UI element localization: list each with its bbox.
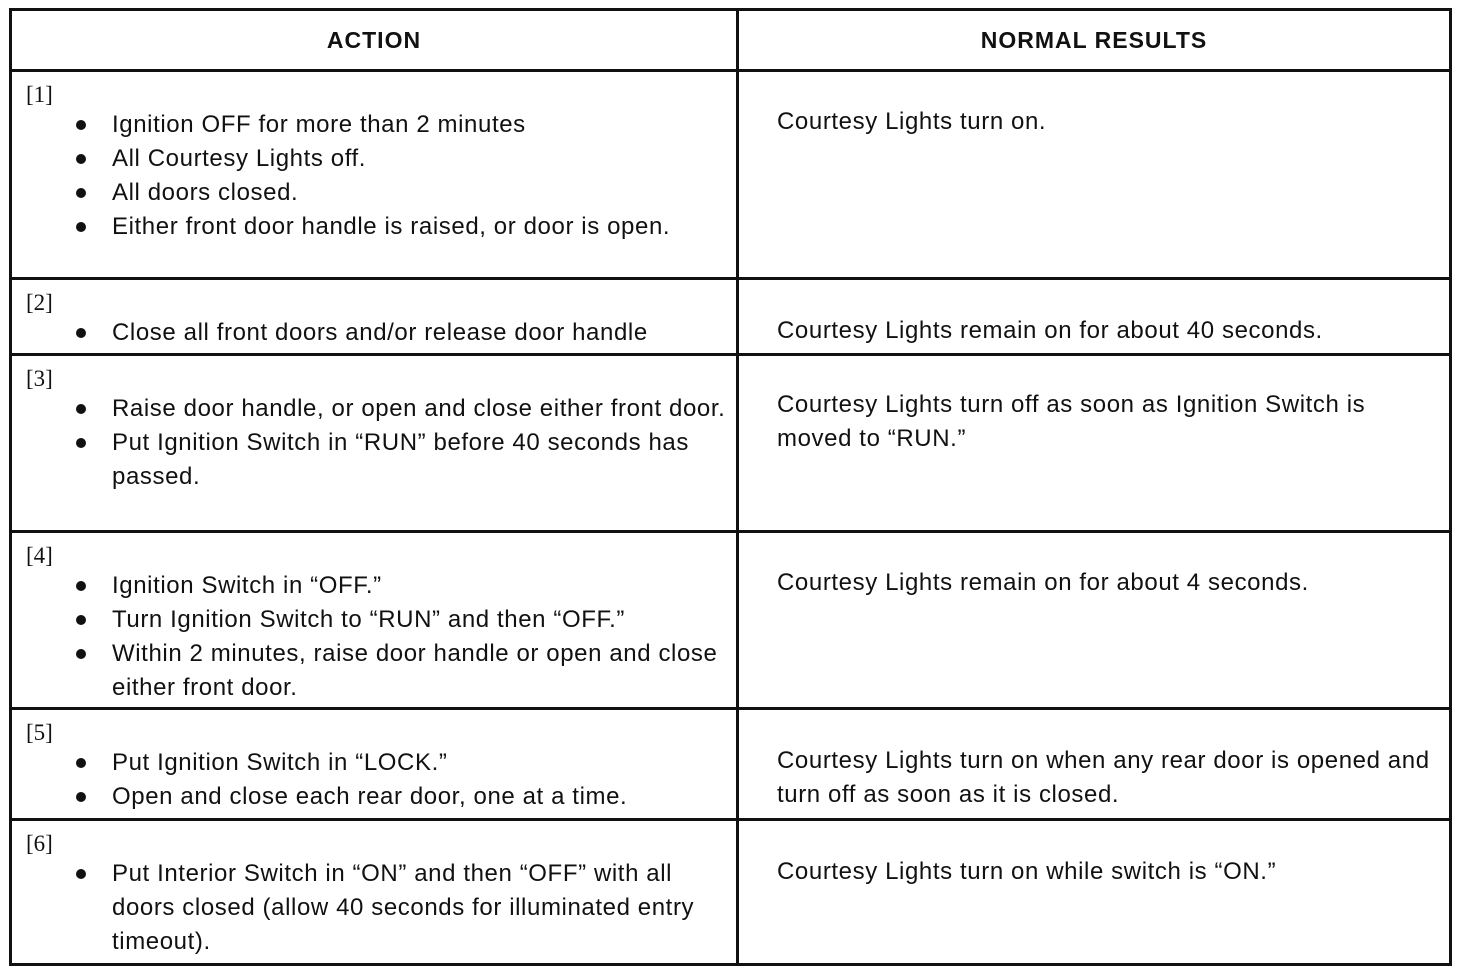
action-text: Raise door handle, or open and close either front door. xyxy=(112,395,726,422)
bullet-icon xyxy=(76,222,86,232)
action-list xyxy=(12,392,726,494)
result-text: Courtesy Lights turn on. xyxy=(777,108,1047,135)
bullet-icon xyxy=(76,792,86,802)
action-text: All Courtesy Lights off. xyxy=(112,145,367,172)
list-item xyxy=(12,746,726,780)
bullet-icon xyxy=(76,120,86,130)
table-row xyxy=(12,356,1449,533)
bullet-icon xyxy=(76,154,86,164)
action-cell xyxy=(12,280,739,353)
result-cell xyxy=(739,710,1449,818)
list-item xyxy=(12,780,726,814)
list-item xyxy=(12,316,726,350)
action-cell xyxy=(12,710,739,818)
action-cell xyxy=(12,356,739,530)
action-text: Close all front doors and/or release door handle xyxy=(112,319,648,346)
bullet-icon xyxy=(76,615,86,625)
action-text: Ignition Switch in “OFF.” xyxy=(112,572,382,599)
bullet-icon xyxy=(76,869,86,879)
action-text: Ignition OFF for more than 2 minutes xyxy=(112,111,526,138)
action-text: Either front door handle is raised, or door is open. xyxy=(112,213,671,240)
courtesy-lights-test-table xyxy=(9,8,1452,966)
action-text: Turn Ignition Switch to “RUN” and then “OFF.” xyxy=(112,606,625,633)
result-text: Courtesy Lights turn on while switch is “ON.” xyxy=(777,858,1277,885)
list-item xyxy=(12,142,726,176)
table-row xyxy=(12,710,1449,821)
bullet-icon xyxy=(76,404,86,414)
normal-results-column-header: NORMAL RESULTS xyxy=(980,26,1208,53)
step-number: [5] xyxy=(26,720,53,745)
bullet-icon xyxy=(76,758,86,768)
step-number: [2] xyxy=(26,290,53,315)
action-list xyxy=(12,746,726,814)
action-text: Within 2 minutes, raise door handle or open and close either front door. xyxy=(112,640,718,701)
list-item xyxy=(12,426,726,494)
action-cell xyxy=(12,72,739,277)
action-cell xyxy=(12,821,739,963)
table-row xyxy=(12,280,1449,356)
bullet-icon xyxy=(76,649,86,659)
action-list xyxy=(12,857,726,959)
action-text: Open and close each rear door, one at a time. xyxy=(112,783,628,810)
list-item xyxy=(12,210,726,244)
bullet-icon xyxy=(76,581,86,591)
action-list xyxy=(12,316,726,350)
list-item xyxy=(12,392,726,426)
result-text: Courtesy Lights turn on when any rear door is opened and turn off as soon as it is closed. xyxy=(777,747,1430,808)
result-cell xyxy=(739,533,1449,707)
bullet-icon xyxy=(76,438,86,448)
result-text: Courtesy Lights remain on for about 40 seconds. xyxy=(777,317,1323,344)
step-number: [6] xyxy=(26,831,53,856)
step-number: [4] xyxy=(26,543,53,568)
result-text: Courtesy Lights turn off as soon as Ignition Switch is moved to “RUN.” xyxy=(777,391,1366,452)
result-cell xyxy=(739,821,1449,963)
action-list xyxy=(12,108,726,244)
list-item xyxy=(12,569,726,603)
result-text: Courtesy Lights remain on for about 4 seconds. xyxy=(777,569,1309,596)
action-text: Put Ignition Switch in “RUN” before 40 seconds has passed. xyxy=(112,429,689,490)
table-header-row xyxy=(12,11,1449,72)
result-cell xyxy=(739,356,1449,530)
action-column-header: ACTION xyxy=(12,11,739,69)
action-text: All doors closed. xyxy=(112,179,299,206)
action-cell xyxy=(12,533,739,707)
bullet-icon xyxy=(76,328,86,338)
list-item xyxy=(12,176,726,210)
result-cell xyxy=(739,72,1449,277)
table-row xyxy=(12,72,1449,280)
action-text: Put Ignition Switch in “LOCK.” xyxy=(112,749,448,776)
table-row xyxy=(12,533,1449,710)
result-cell xyxy=(739,280,1449,353)
list-item xyxy=(12,603,726,637)
bullet-icon xyxy=(76,188,86,198)
action-text: Put Interior Switch in “ON” and then “OFF” with all doors closed (allow 40 seconds for illuminated entry timeout). xyxy=(112,860,695,955)
list-item xyxy=(12,857,726,959)
table-row xyxy=(12,821,1449,963)
list-item xyxy=(12,637,726,705)
step-number: [1] xyxy=(26,82,53,107)
step-number: [3] xyxy=(26,366,53,391)
action-list xyxy=(12,569,726,705)
list-item xyxy=(12,108,726,142)
